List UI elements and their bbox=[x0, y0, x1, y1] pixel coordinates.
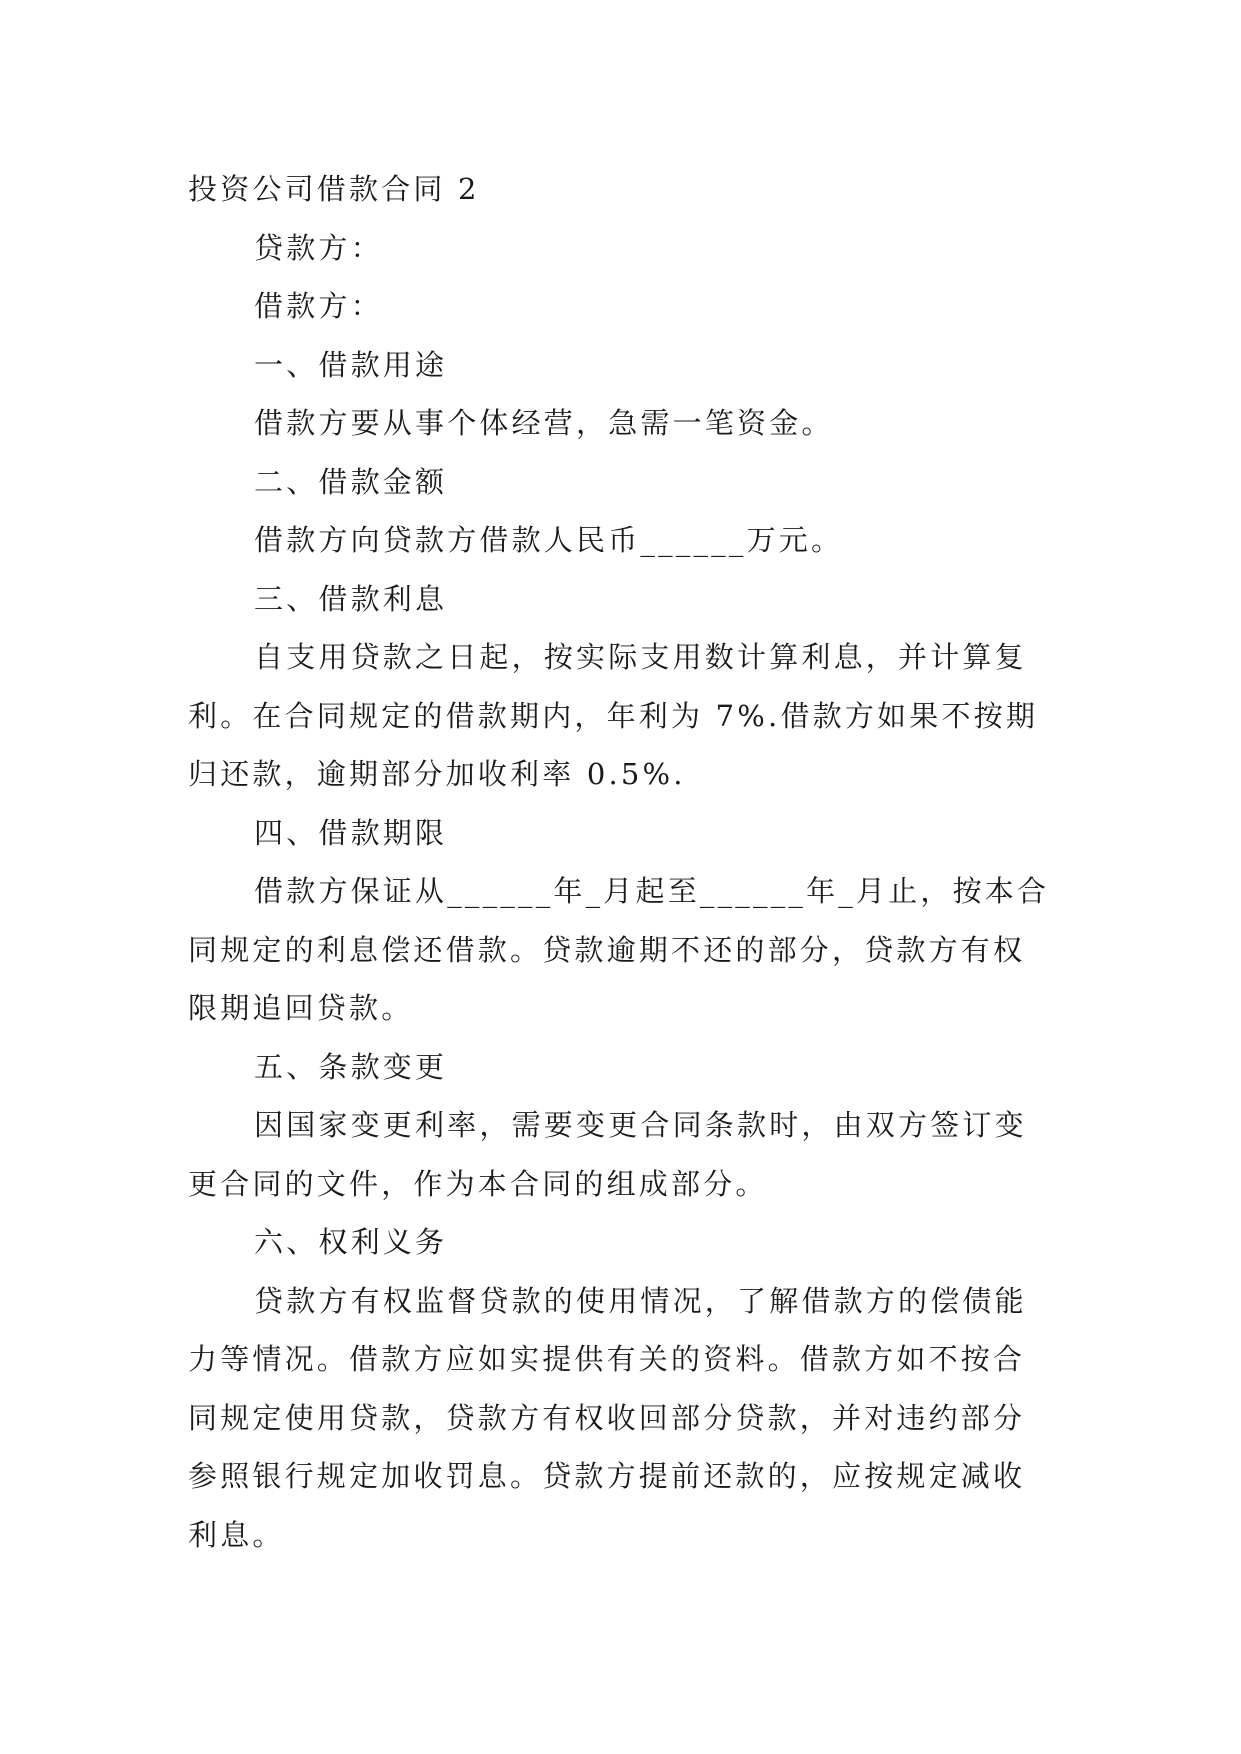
section-heading-amount: 二、借款金额 bbox=[254, 464, 448, 499]
document-body bbox=[188, 160, 1058, 1564]
section-heading-interest: 三、借款利息 bbox=[254, 581, 448, 616]
section-body-line: 利息。 bbox=[188, 1517, 285, 1552]
section-heading-purpose: 一、借款用途 bbox=[254, 347, 448, 382]
section-heading-changes: 五、条款变更 bbox=[254, 1049, 448, 1084]
section-body-line: 归还款，逾期部分加收利率 0.5%. bbox=[188, 757, 686, 791]
section-body-line: 自支用贷款之日起，按实际支用数计算利息，并计算复 bbox=[254, 640, 1027, 674]
section-body-line: 更合同的文件，作为本合同的组成部分。 bbox=[188, 1166, 768, 1201]
lender-label: 贷款方： bbox=[254, 230, 383, 265]
borrower-label: 借款方： bbox=[254, 289, 383, 323]
section-body-line: 借款方向贷款方借款人民币______万元。 bbox=[254, 523, 844, 557]
section-heading-rights: 六、权利义务 bbox=[254, 1225, 448, 1259]
section-body-line: 参照银行规定加收罚息。贷款方提前还款的，应按规定减收 bbox=[188, 1459, 1026, 1493]
section-body-line: 同规定使用贷款，贷款方有权收回部分贷款，并对违约部分 bbox=[188, 1400, 1026, 1435]
section-body-line: 因国家变更利率，需要变更合同条款时，由双方签订变 bbox=[254, 1108, 1027, 1142]
section-body-line: 借款方要从事个体经营，急需一笔资金。 bbox=[254, 406, 834, 440]
section-body-line: 限期追回贷款。 bbox=[188, 991, 414, 1025]
section-body-line: 利。在合同规定的借款期内，年利为 7%.借款方如果不按期 bbox=[188, 698, 1039, 733]
section-heading-term: 四、借款期限 bbox=[254, 815, 448, 850]
document-title: 投资公司借款合同 2 bbox=[188, 172, 480, 206]
section-body-line: 借款方保证从______年_月起至______年_月止，按本合 bbox=[254, 874, 1050, 908]
section-body-line: 同规定的利息偿还借款。贷款逾期不还的部分，贷款方有权 bbox=[188, 932, 1026, 967]
section-body-line: 贷款方有权监督贷款的使用情况，了解借款方的偿债能 bbox=[254, 1283, 1027, 1318]
section-body-line: 力等情况。借款方应如实提供有关的资料。借款方如不按合 bbox=[188, 1342, 1026, 1376]
